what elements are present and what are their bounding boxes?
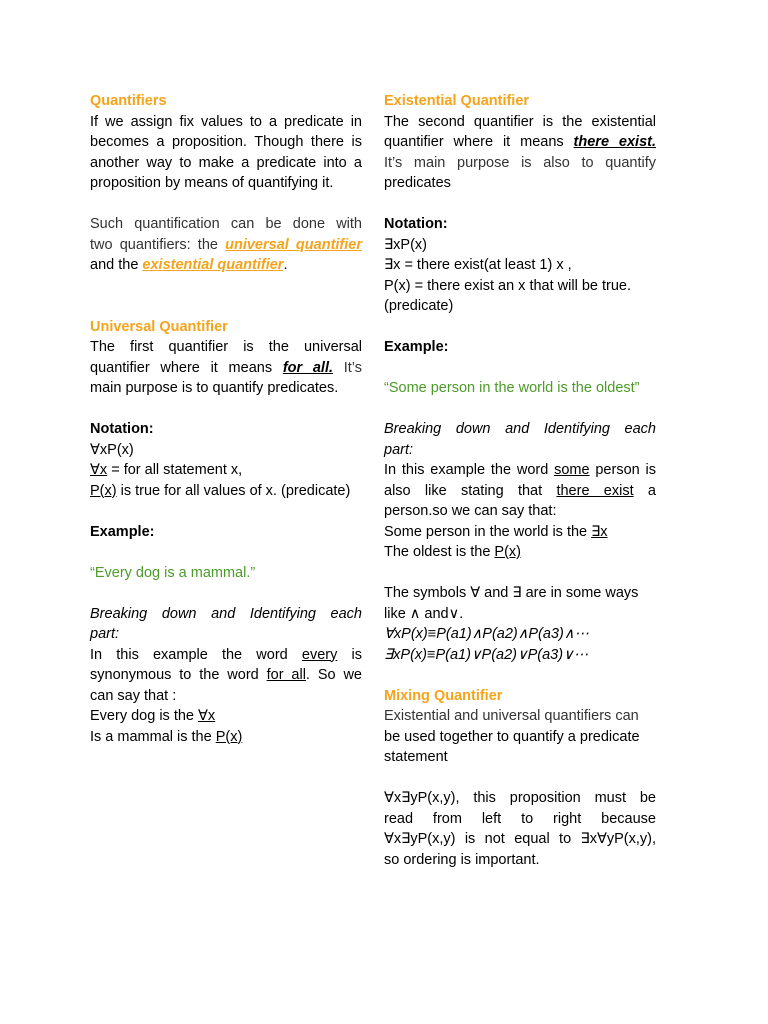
text-span: every — [301, 646, 338, 663]
text-span: ∀x — [198, 708, 216, 724]
text-span: person is — [589, 462, 656, 478]
notation-line — [90, 460, 362, 481]
text-span: there exist — [556, 482, 634, 499]
text-span: . — [283, 257, 288, 273]
explanation-line — [384, 460, 656, 481]
quantifiers-heading: Quantifiers — [90, 93, 167, 109]
text-span: quantifier where it means — [90, 359, 283, 376]
notation-line: ∀xP(x) — [90, 441, 134, 458]
text-span: synonymous to the word — [90, 667, 267, 683]
quantification-line: Such quantification can be done with — [90, 216, 362, 232]
text-span: some — [554, 462, 590, 478]
breaking-down-line: part: — [90, 626, 120, 642]
explanation-line — [384, 481, 656, 502]
text-span: The oldest is the — [384, 544, 495, 560]
mixing-para-line: Existential and universal quantifiers can — [384, 708, 639, 724]
mixing-para-line: ∀x∃yP(x,y), this proposition must be — [384, 790, 656, 806]
notation-label: Notation: — [384, 216, 448, 232]
mixing-para-line: read from left to right because — [384, 810, 656, 827]
explanation-line — [384, 542, 656, 563]
universal-quantifier-term: universal quantifier — [225, 236, 362, 253]
quantifiers-para-line: becomes a proposition. Though there is — [90, 134, 362, 150]
explanation-line: person.so we can say that: — [384, 503, 557, 519]
text-span: ∃x — [591, 523, 608, 540]
text-span: P(x) — [90, 482, 117, 499]
notation-line: P(x) = there exist an x that will be true. — [384, 277, 632, 294]
for-all-term: for all. — [282, 359, 334, 376]
text-span: for all — [266, 667, 306, 683]
text-span: = for all statement x, — [107, 462, 243, 478]
universal-para-line — [90, 358, 362, 379]
mixing-para-line: be used together to quantify a predicate — [384, 728, 640, 745]
explanation-line: can say that : — [90, 687, 177, 704]
text-span: two quantifiers: the — [90, 236, 226, 253]
text-span: P(x) — [215, 728, 243, 745]
example-quote: “Some person in the world is the oldest” — [384, 380, 640, 396]
notation-line: (predicate) — [384, 298, 454, 314]
existential-para-line: It’s main purpose is also to quantify — [384, 154, 656, 171]
notation-line: ∃xP(x) — [384, 236, 427, 253]
existential-para-line: predicates — [384, 175, 451, 191]
existential-para-line: The second quantifier is the existential — [384, 113, 656, 130]
right-column — [384, 91, 656, 870]
symbols-line: The symbols ∀ and ∃ are in some ways — [384, 585, 639, 601]
breaking-down-line: Breaking down and Identifying each — [384, 421, 656, 437]
quantification-line — [90, 255, 362, 276]
example-quote: “Every dog is a mammal.” — [90, 564, 256, 581]
text-span: It’s — [333, 359, 363, 376]
quantifiers-para-line: proposition by means of quantifying it. — [90, 175, 334, 191]
quantification-line — [90, 235, 362, 256]
existential-para-line — [384, 132, 656, 153]
text-span: is true for all values of x. (predicate) — [116, 482, 351, 499]
quantifiers-para-line: If we assign fix values to a predicate in — [90, 113, 362, 130]
text-span: Some person in the world is the — [384, 523, 592, 540]
mixing-para-line: ∀x∃yP(x,y) is not equal to ∃x∀yP(x,y), — [384, 831, 656, 847]
mixing-para-line: so ordering is important. — [384, 851, 540, 868]
text-span: ∀x — [90, 462, 108, 478]
text-span: In this example the word — [90, 646, 302, 663]
mixing-para-line: statement — [384, 749, 448, 765]
notation-line: ∃x = there exist(at least 1) x , — [384, 257, 572, 273]
text-span: and the — [90, 257, 143, 273]
explanation-line — [90, 706, 362, 727]
text-span: quantifier where it means — [384, 134, 574, 150]
text-span: a — [633, 482, 656, 499]
mixing-quantifier-heading: Mixing Quantifier — [384, 687, 503, 704]
explanation-line — [90, 645, 362, 666]
explanation-line — [90, 727, 362, 748]
universal-para-line: main purpose is to quantify predicates. — [90, 380, 339, 396]
text-span: Is a mammal is the — [90, 728, 216, 745]
quantifiers-para-line: another way to make a predicate into a — [90, 154, 362, 171]
text-span: P(x) — [494, 544, 522, 560]
text-span: In this example the word — [384, 462, 555, 478]
explanation-line — [90, 665, 362, 686]
breaking-down-line: Breaking down and Identifying each — [90, 605, 362, 622]
text-span: Every dog is the — [90, 708, 198, 724]
formula-line: ∃xP(x)≡P(a1)∨P(a2)∨P(a3)∨⋯ — [384, 646, 589, 663]
universal-quantifier-heading: Universal Quantifier — [90, 318, 228, 335]
explanation-line — [384, 522, 656, 543]
left-column — [90, 91, 362, 747]
existential-quantifier-term: existential quantifier — [142, 257, 284, 273]
formula-line: ∀xP(x)≡P(a1)∧P(a2)∧P(a3)∧⋯ — [384, 626, 589, 642]
breaking-down-line: part: — [384, 441, 414, 458]
universal-para-line: The first quantifier is the universal — [90, 339, 362, 355]
text-span: . So we — [305, 667, 362, 683]
there-exist-term: there exist. — [573, 134, 656, 150]
example-label: Example: — [90, 523, 155, 540]
example-label: Example: — [384, 339, 449, 355]
text-span: is — [337, 646, 362, 663]
text-span: also like stating that — [384, 482, 557, 499]
existential-quantifier-heading: Existential Quantifier — [384, 93, 530, 109]
notation-line — [90, 481, 362, 502]
notation-label: Notation: — [90, 421, 154, 437]
symbols-line: like ∧ and∨. — [384, 605, 464, 622]
